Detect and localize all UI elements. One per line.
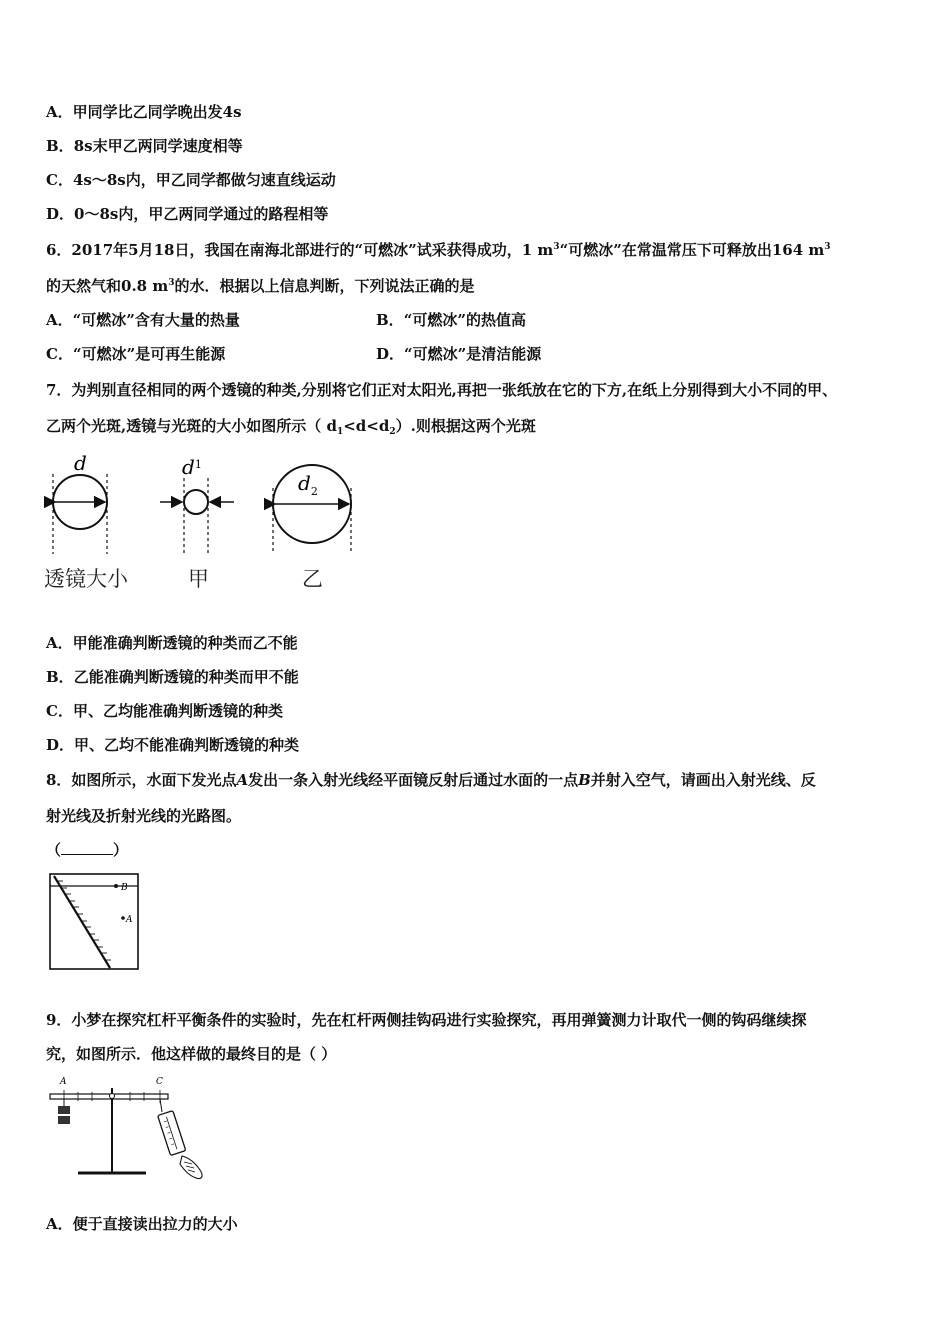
q7-option-c [46, 701, 283, 721]
option-text: 4s～8s内，甲乙同学都做匀速直线运动 [72, 171, 336, 189]
q8-stem-line2: 射光线及折射光线的光路图。 [46, 807, 242, 825]
option-letter: A． [46, 1215, 73, 1233]
plane-mirror [54, 876, 110, 968]
option-letter: B． [376, 311, 404, 329]
q9-option-a [46, 1214, 238, 1234]
caption-lens-size: 透镜大小 [44, 567, 128, 591]
q9-lever-figure [44, 1074, 216, 1186]
label-d1-sub: 1 [194, 458, 202, 471]
option-letter: D． [46, 736, 75, 754]
q8-stem-part: 8．如图所示，水面下发光点 [46, 771, 237, 789]
option-letter: A． [46, 634, 73, 652]
option-letter: B． [46, 137, 74, 155]
option-letter: C． [46, 702, 73, 720]
spot-jia-diagram [160, 455, 234, 554]
q8-water-mirror-figure [46, 870, 146, 974]
option-letter: B． [46, 668, 74, 686]
q7-stem-part: ）.则根据这两个光斑 [395, 417, 536, 435]
option-text: “可燃冰”是清洁能源 [404, 345, 542, 363]
q6-stem-line2 [46, 276, 474, 296]
option-letter: D． [376, 345, 405, 363]
point-b-text: B [121, 883, 128, 893]
label-d2-sub: 2 [310, 485, 318, 498]
option-text: 8s末甲乙两同学速度相等 [73, 137, 243, 155]
option-letter: A． [46, 103, 73, 121]
q6-option-c [46, 344, 225, 364]
mirror-hatching [58, 881, 111, 960]
point-b [114, 884, 118, 888]
label-d: d [74, 451, 87, 475]
label-d2 [298, 471, 318, 498]
label-d1-main: d [182, 455, 195, 479]
lens-size-diagram [53, 451, 107, 554]
option-text: “可燃冰”含有大量的热量 [72, 311, 240, 329]
option-letter: A． [46, 311, 73, 329]
option-text: 0～8s内，甲乙两同学通过的路程相等 [74, 205, 329, 223]
q5-option-c [46, 170, 336, 190]
q6-option-a [46, 310, 240, 330]
option-text: “可燃冰”的热值高 [403, 311, 526, 329]
option-text: 甲、乙均不能准确判断透镜的种类 [74, 736, 300, 754]
weight-1 [58, 1106, 70, 1114]
q8-stem-part: 发出一条入射光线经平面镜反射后通过水面的一点 [248, 771, 579, 789]
q5-option-d [46, 204, 328, 224]
point-a [121, 916, 125, 920]
q7-stem-line1: 7．为判别直径相同的两个透镜的种类,分别将它们正对太阳光,再把一张纸放在它的下方,在纸上分别得到大小不同的甲、 [46, 381, 838, 399]
point-b-label: B [578, 771, 591, 789]
q8-stem-part: 并射入空气，请画出入射光线、反 [590, 771, 816, 789]
point-a-label: A [236, 771, 249, 789]
paren-open: （ [46, 841, 62, 859]
label-d2-main: d [298, 471, 311, 495]
option-text: 甲、乙均能准确判断透镜的种类 [72, 702, 283, 720]
q6-stem-part: 的天然气和0.8 m [46, 277, 169, 295]
q7-option-b [46, 667, 299, 687]
q7-option-d [46, 735, 299, 755]
q7-stem-line2 [46, 416, 536, 436]
option-letter: D． [46, 205, 75, 223]
option-text: 便于直接读出拉力的大小 [72, 1215, 238, 1233]
superscript: 3 [553, 242, 560, 252]
paren-close: ） [113, 841, 129, 859]
option-text: “可燃冰”是可再生能源 [72, 345, 226, 363]
option-letter: C． [46, 171, 73, 189]
q6-stem-part: 6．2017年5月18日，我国在南海北部进行的“可燃冰”试采获得成功，1 m [46, 241, 554, 259]
q6-stem-line1 [46, 240, 831, 260]
option-text: 甲能准确判断透镜的种类而乙不能 [72, 634, 298, 652]
q8-stem-line1 [46, 770, 816, 790]
q6-option-d [376, 344, 541, 364]
spring-balance [158, 1111, 186, 1156]
q7-option-a [46, 633, 298, 653]
caption-jia: 甲 [188, 567, 209, 591]
balance-string [160, 1099, 162, 1112]
option-letter: C． [46, 345, 73, 363]
q7-stem-part: 乙两个光斑,透镜与光斑的大小如图所示（ d [46, 417, 337, 435]
q6-stem-part: “可燃冰”在常温常压下可释放出164 m [559, 241, 825, 259]
q5-option-b [46, 136, 243, 156]
subscript: 2 [389, 427, 396, 437]
q9-stem-line1: 9．小梦在探究杠杆平衡条件的实验时，先在杠杆两侧挂钩码进行实验探究，再用弹簧测力计取代一侧的钩码继续探 [46, 1011, 807, 1029]
q7-stem-part: <d<d [343, 417, 390, 435]
q8-answer-blank [46, 840, 128, 860]
q6-stem-part: 的水．根据以上信息判断，下列说法正确的是 [174, 277, 475, 295]
spot-yi-diagram [273, 465, 351, 554]
point-a-text: A [126, 915, 133, 925]
lever-pivot [110, 1094, 115, 1099]
caption-yi: 乙 [302, 567, 323, 591]
answer-blank-line[interactable] [61, 840, 113, 855]
q6-option-b [376, 310, 526, 330]
superscript: 3 [824, 242, 831, 252]
lever-bar [50, 1094, 168, 1099]
q9-stem-line2: 究，如图所示．他这样做的最终目的是（ ） [46, 1045, 337, 1063]
lever-label-a: A [60, 1077, 67, 1087]
label-d1 [182, 455, 202, 479]
superscript: 3 [168, 278, 175, 288]
option-text: 乙能准确判断透镜的种类而甲不能 [73, 668, 299, 686]
option-text: 甲同学比乙同学晚出发4s [72, 103, 242, 121]
lever-label-c: C [156, 1077, 163, 1087]
subscript: 1 [336, 427, 344, 437]
weight-2 [58, 1116, 70, 1124]
q5-option-a [46, 102, 242, 122]
